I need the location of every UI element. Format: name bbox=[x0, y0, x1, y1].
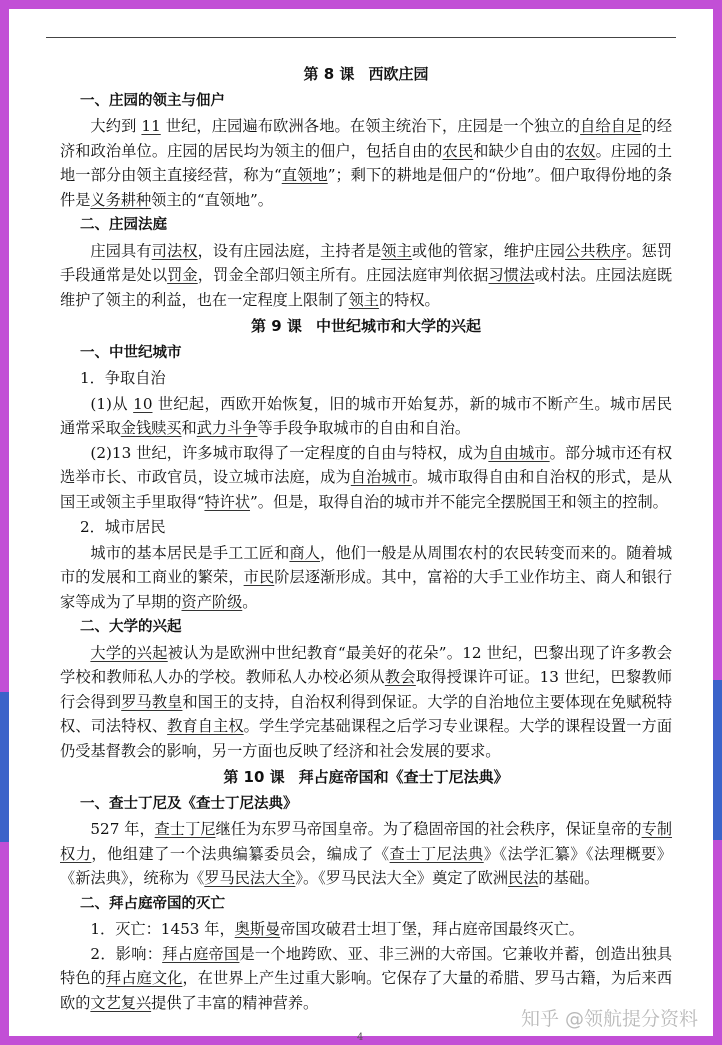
underlined-term: 义务耕种 bbox=[90, 190, 152, 209]
right-side-bar bbox=[713, 680, 722, 840]
text-run: 。学生学完基础课程之后学习专业课程。大学的课程设置一方面仍受基督教会的影响，另一方面也反映了经济和社会发展的要求。 bbox=[60, 717, 673, 760]
text-run: 城市的基本居民是手工工匠和 bbox=[90, 543, 290, 562]
subsection-heading: 1．争取自治 bbox=[80, 369, 166, 387]
underlined-term: 罚金 bbox=[167, 266, 198, 284]
underlined-term: 专制权力 bbox=[60, 820, 673, 863]
underlined-term: 奥斯曼 bbox=[234, 920, 281, 938]
lesson-name: 西欧庄园 bbox=[368, 65, 429, 83]
text-run: 或村法。庄园法庭既维护了领主的利益，也在一定程度上限制了 bbox=[60, 266, 673, 309]
lesson-10-title bbox=[60, 765, 672, 790]
underlined-term: 金钱赎买 bbox=[120, 419, 182, 437]
header-rule bbox=[46, 37, 676, 38]
underlined-term: 11 bbox=[141, 117, 161, 135]
text-run: 世纪起，西欧开始恢复，旧的城市开始复苏，新的城市不断产生。城市居民通常采取 bbox=[60, 394, 673, 437]
underlined-term: 查士丁尼 bbox=[154, 820, 216, 838]
text-run: 的基础。 bbox=[538, 869, 600, 887]
text-run: 取得授课许可证。13 世纪，巴黎教师行会得到 bbox=[60, 668, 673, 711]
page-number: 4 bbox=[357, 1032, 364, 1043]
section-heading: 一、查士丁尼及《查士丁尼法典》 bbox=[80, 795, 298, 812]
text-run: 领主的“直领地”。 bbox=[151, 190, 273, 209]
paragraph bbox=[60, 392, 672, 441]
section-heading: 二、庄园法庭 bbox=[80, 217, 167, 233]
underlined-term: 罗马教皇 bbox=[121, 692, 183, 711]
underlined-term: 市民 bbox=[243, 568, 275, 586]
text-run: ”。但是，取得自治的城市并不能完全摆脱国王和领主的控制。 bbox=[250, 492, 668, 511]
lesson-8-title bbox=[60, 62, 672, 87]
text-run: 》。《罗马民法大全》奠定了欧洲 bbox=[295, 869, 509, 887]
underlined-term: 查士丁尼法典 bbox=[389, 844, 484, 863]
text-run: 帝国攻破君士坦丁堡，拜占庭帝国最终灭亡。 bbox=[280, 920, 584, 938]
text-run: 继任为东罗马帝国皇帝。为了稳固帝国的社会秩序，保证皇帝的 bbox=[215, 820, 642, 838]
text-run: 。城市取得自由和自治权的形式，是从国王或领主手里取得“ bbox=[60, 468, 673, 511]
text-run: (2)13 世纪，许多城市取得了一定程度的自由与特权，成为 bbox=[90, 443, 489, 462]
underlined-term: 公共秩序 bbox=[565, 241, 627, 260]
underlined-term: 大学的兴起 bbox=[90, 643, 168, 662]
underlined-term: 教会 bbox=[384, 668, 416, 686]
underlined-term: 商人 bbox=[289, 543, 321, 562]
underlined-term: 农民 bbox=[442, 141, 474, 160]
paragraph bbox=[60, 114, 672, 212]
left-side-bar bbox=[0, 692, 9, 842]
underlined-term: 文艺复兴 bbox=[90, 993, 152, 1012]
underlined-term: 拜占庭帝国 bbox=[162, 944, 240, 963]
paragraph bbox=[60, 641, 672, 764]
subsection-heading: 2．城市居民 bbox=[80, 518, 166, 536]
text-run: 。 bbox=[242, 592, 258, 611]
text-run: ，设有庄园法庭，主持者是 bbox=[197, 241, 382, 260]
text-run: ，他们一般是从周围农村的农民转变而来的。随着城市的发展和工商业的繁荣， bbox=[60, 543, 673, 586]
text-run: 是一个地跨欧、亚、非三洲的大帝国。它兼收并蓄，创造出独具特色的 bbox=[60, 944, 673, 987]
text-run: 或他的管家，维护庄园 bbox=[411, 241, 566, 260]
text-run: 庄园具有 bbox=[90, 241, 152, 260]
underlined-term: 10 bbox=[133, 394, 153, 413]
text-run: 提供了丰富的精神营养。 bbox=[151, 993, 319, 1012]
text-run: ，他组建了一个法典编纂委员会，编成了《 bbox=[91, 844, 390, 863]
lesson-number: 第 10 课 bbox=[223, 768, 285, 786]
lesson-number: 第 9 课 bbox=[251, 317, 302, 335]
underlined-term: 自治城市 bbox=[350, 468, 412, 486]
text-run: 2．影响： bbox=[90, 944, 163, 963]
text-run: ”；剩下的耕地是佃户的“份地”。佃户取得份地的条件是 bbox=[60, 166, 673, 209]
text-run: (1)从 bbox=[90, 394, 134, 413]
text-run: 大约到 bbox=[90, 117, 142, 135]
text-run: 阶层逐渐形成。其中，富裕的大手工业作坊主、商人和银行家等成为了早期的 bbox=[60, 568, 673, 611]
section-heading: 二、拜占庭帝国的灭亡 bbox=[80, 895, 225, 912]
underlined-term: 教育自主权 bbox=[167, 717, 244, 735]
section-heading: 一、中世纪城市 bbox=[80, 344, 182, 361]
text-run: 的特权。 bbox=[378, 290, 440, 309]
paragraph bbox=[60, 441, 672, 515]
text-run: 和缺少自由的 bbox=[473, 141, 566, 160]
text-run: 。惩罚手段通常是处以 bbox=[60, 241, 673, 284]
section-heading: 二、大学的兴起 bbox=[80, 619, 182, 635]
lesson-number: 第 8 课 bbox=[303, 65, 355, 83]
underlined-term: 农奴 bbox=[565, 141, 596, 160]
underlined-term: 资产阶级 bbox=[181, 592, 243, 611]
underlined-term: 武力斗争 bbox=[196, 419, 258, 437]
lesson-name: 拜占庭帝国和《查士丁尼法典》 bbox=[298, 768, 509, 786]
text-run: 527 年， bbox=[90, 820, 155, 838]
underlined-term: 特许状 bbox=[204, 492, 251, 511]
underlined-term: 自由城市 bbox=[488, 443, 550, 462]
underlined-term: 习惯法 bbox=[488, 266, 535, 284]
underlined-term: 拜占庭文化 bbox=[105, 969, 183, 987]
underlined-term: 领主 bbox=[348, 290, 379, 309]
text-run: 1．灭亡：1453 年， bbox=[90, 920, 235, 938]
text-run: 。部分城市还有权选举市长、市政官员，设立城市法庭，成为 bbox=[60, 443, 672, 486]
underlined-term: 罗马民法大全 bbox=[204, 869, 296, 887]
text-run: 和国王的支持，自治权利得到保证。大学的自治地位主要体现在免赋税特权、司法特权、 bbox=[60, 692, 673, 735]
text-run: 被认为是欧洲中世纪教育“最美好的花朵”。12 世纪，巴黎出现了许多教会学校和教师私人办的学校。教师私人办校必须从 bbox=[60, 643, 673, 686]
paragraph bbox=[60, 817, 672, 891]
text-run: 和 bbox=[181, 419, 197, 437]
text-run: 。庄园的土地一部分由领主直接经营，称为“ bbox=[60, 141, 673, 184]
underlined-term: 司法权 bbox=[151, 241, 198, 260]
text-run: 》《法学汇纂》《法理概要》《新法典》，统称为《 bbox=[60, 844, 672, 887]
document-body bbox=[60, 60, 672, 1015]
text-run: 世纪，庄园遍布欧洲各地。在领主统治下，庄园是一个独立的 bbox=[160, 117, 581, 135]
text-run: ，罚金全部归领主所有。庄园法庭审判依据 bbox=[197, 266, 489, 284]
underlined-term: 领主 bbox=[381, 241, 412, 260]
underlined-term: 自给自足 bbox=[580, 117, 642, 135]
text-run: 的经济和政治单位。庄园的居民均为领主的佃户，包括自由的 bbox=[60, 117, 673, 160]
section-heading: 一、庄园的领主与佃户 bbox=[80, 92, 225, 109]
paragraph bbox=[60, 541, 672, 615]
text-run: ，在世界上产生过重大影响。它保存了大量的希腊、罗马古籍，为后来西欧的 bbox=[60, 969, 673, 1012]
underlined-term: 民法 bbox=[508, 869, 539, 887]
lesson-9-title bbox=[60, 314, 672, 339]
underlined-term: 直领地 bbox=[281, 166, 328, 184]
watermark-text: 知乎 @领航提分资料 bbox=[520, 1008, 698, 1030]
lesson-name: 中世纪城市和大学的兴起 bbox=[315, 317, 481, 335]
paragraph bbox=[60, 239, 672, 313]
text-run: 等手段争取城市的自由和自治。 bbox=[257, 419, 471, 437]
paragraph bbox=[60, 917, 672, 942]
